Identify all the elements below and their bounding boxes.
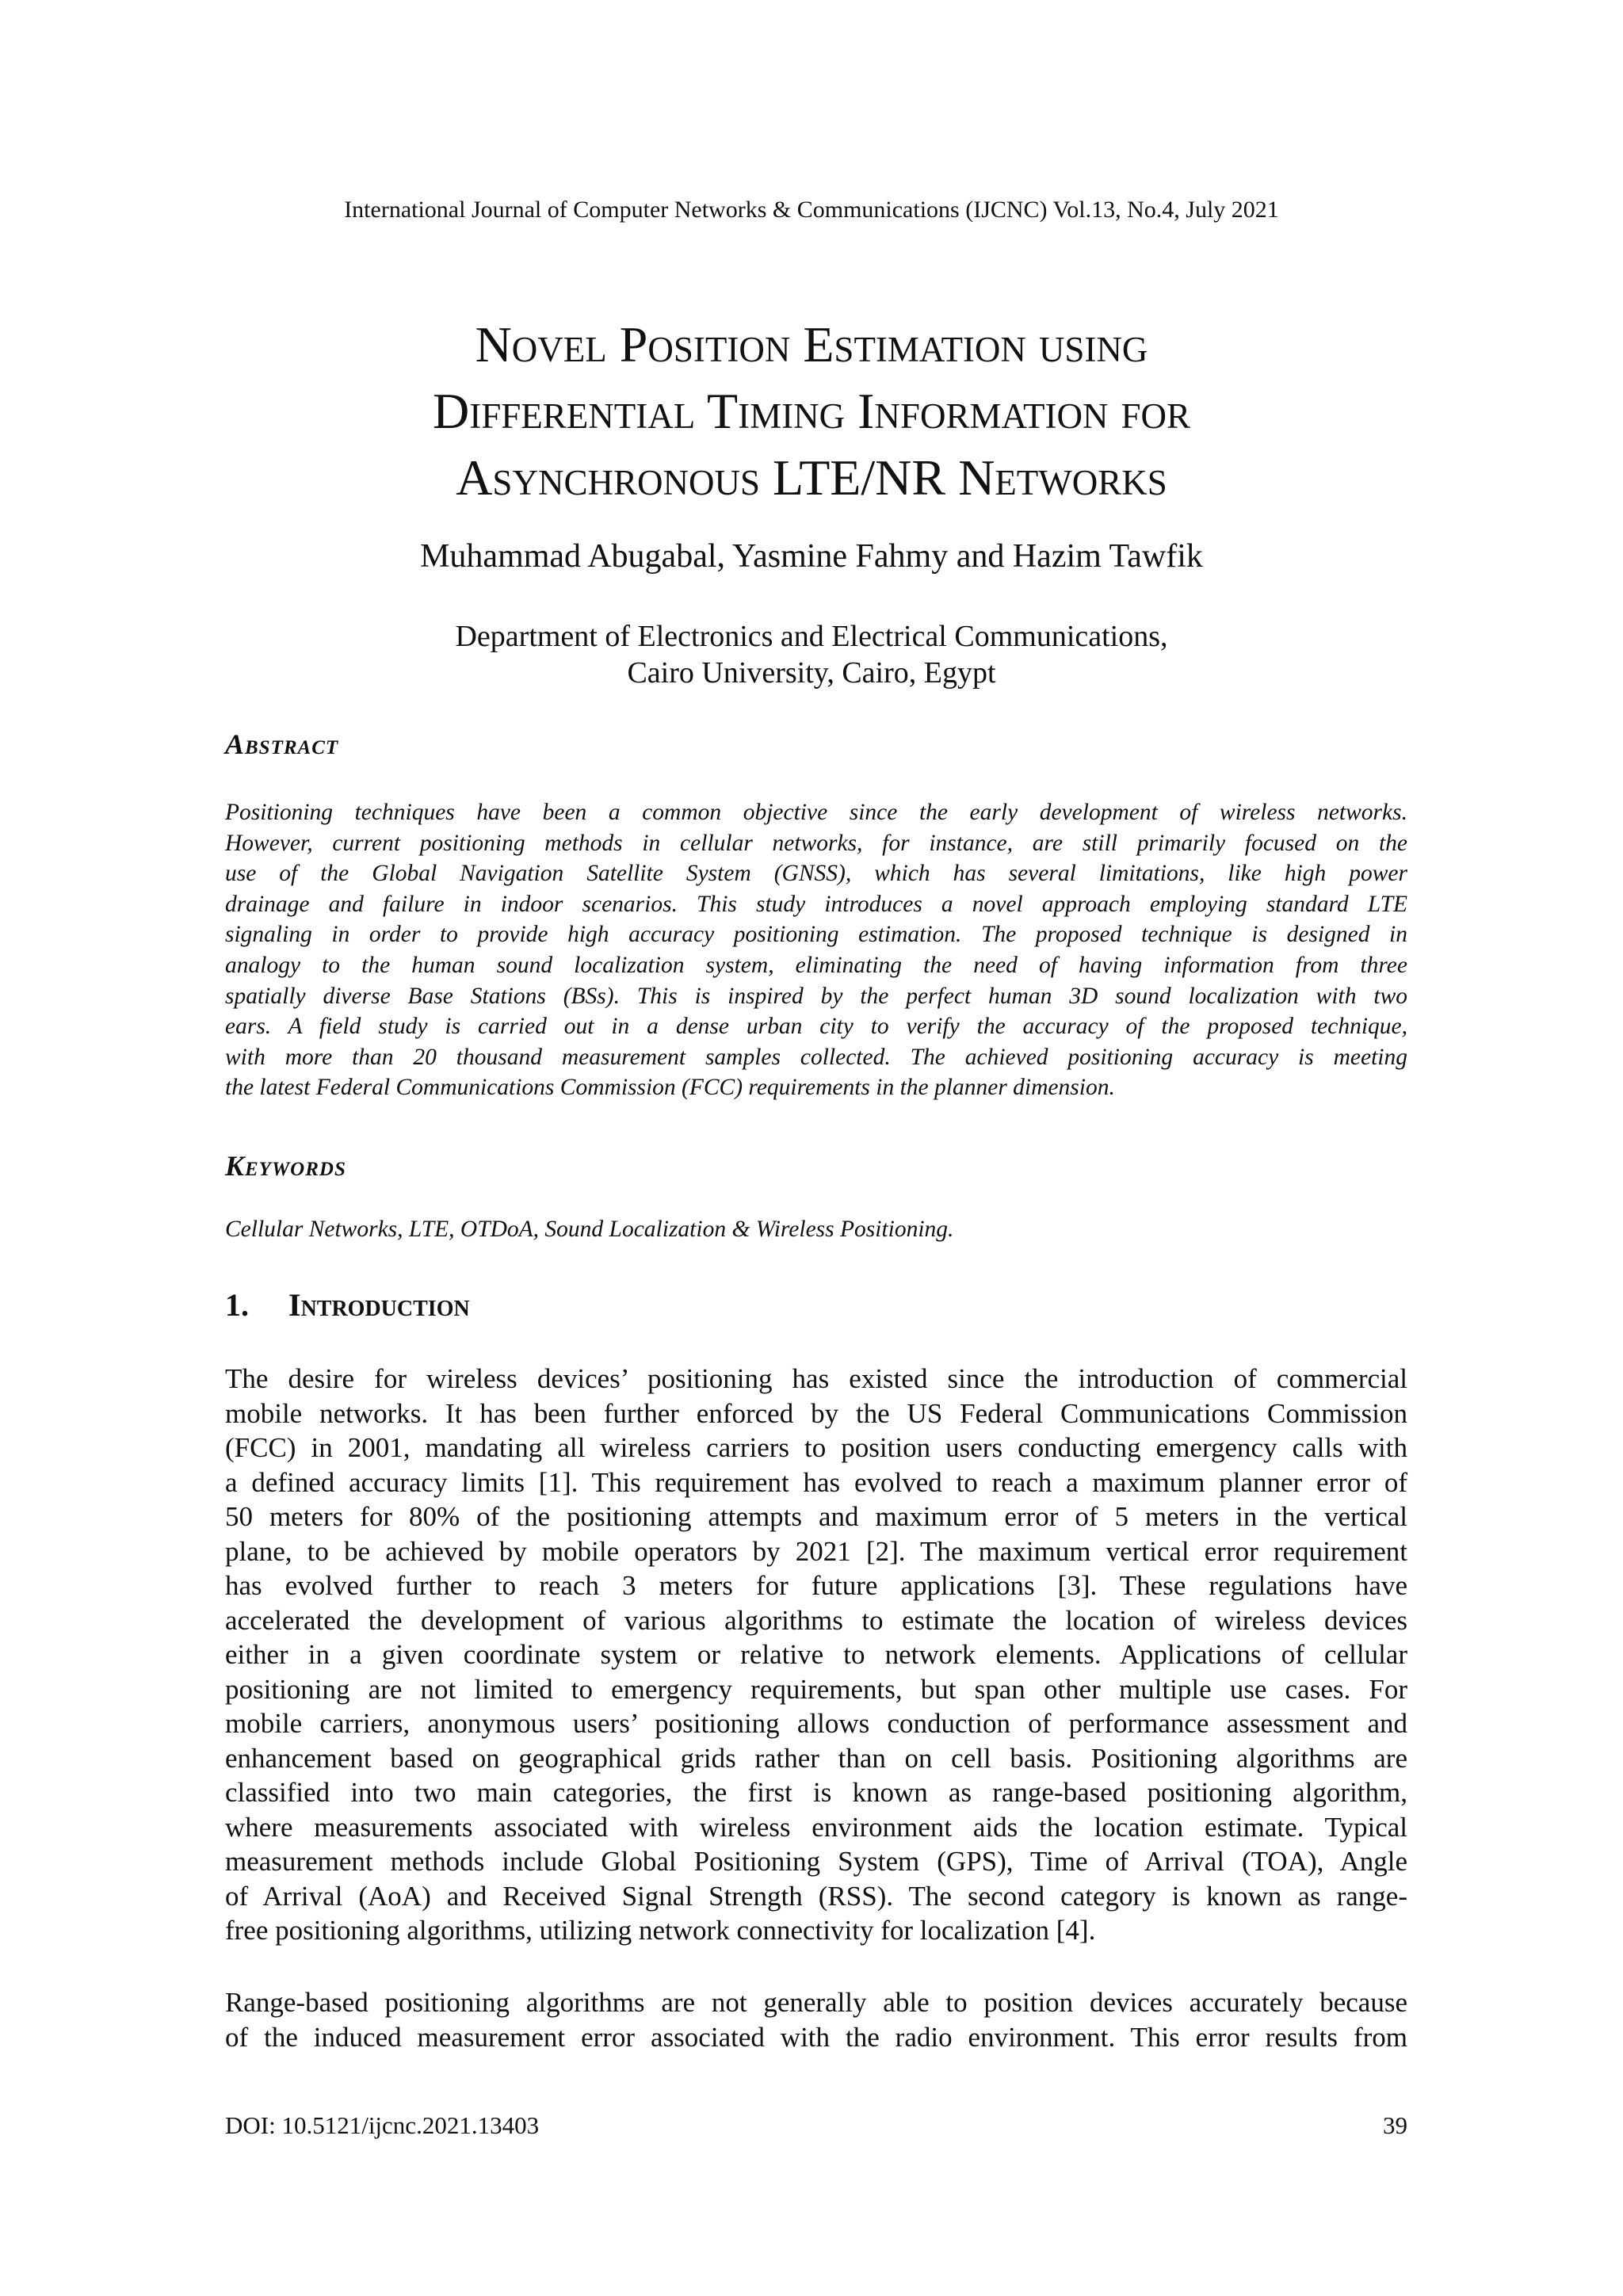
paper-title [225,311,1398,511]
abstract-line: the latest Federal Communications Commission (FCC) requirements in the planner dimension. [225,1075,1115,1101]
section-heading-introduction [225,1286,470,1324]
paragraph-line: (FCC) in 2001, mandating all wireless carriers to position users conducting emergency calls with [225,1432,1407,1463]
paragraph-line: of the induced measurement error associated with the radio environment. This error results from [225,2021,1407,2053]
paragraph-line: plane, to be achieved by mobile operators by 2021 [2]. The maximum vertical error requirement [225,1535,1407,1567]
abstract-line: ears. A field study is carried out in a dense urban city to verify the accuracy of the proposed technique, [225,1014,1407,1040]
abstract-body [225,797,1407,1103]
affiliation [0,618,1623,691]
page-number: 39 [1383,2111,1407,2139]
paragraph-line: free positioning algorithms, utilizing network connectivity for localization [4]. [225,1915,1096,1946]
paragraph-line: positioning are not limited to emergency requirements, but span other multiple use cases. For [225,1673,1407,1705]
paragraph-line: classified into two main categories, the first is known as range-based positioning algorithm, [225,1777,1407,1808]
abstract-heading: Abstract [225,728,339,760]
paragraph-line: has evolved further to reach 3 meters for future applications [3]. These regulations have [225,1570,1407,1601]
title-line-1: Novel Position Estimation using [475,316,1148,372]
doi: DOI: 10.5121/ijcnc.2021.13403 [225,2111,540,2139]
abstract-line: spatially diverse Base Stations (BSs). This is inspired by the perfect human 3D sound localization with two [225,983,1407,1009]
paragraph-line: mobile carriers, anonymous users’ positioning allows conduction of performance assessment and [225,1708,1407,1739]
paragraph-line: mobile networks. It has been further enforced by the US Federal Communications Commission [225,1397,1407,1429]
paragraph-line: enhancement based on geographical grids rather than on cell basis. Positioning algorithms are [225,1742,1407,1774]
affiliation-line-2: Cairo University, Cairo, Egypt [627,656,996,690]
intro-paragraph-2 [225,1985,1407,2054]
abstract-line: drainage and failure in indoor scenarios. This study introduces a novel approach employing standard LTE [225,891,1407,917]
journal-header: International Journal of Computer Networks & Communications (IJCNC) Vol.13, No.4, July 2021 [344,197,1279,223]
abstract-line: analogy to the human sound localization system, eliminating the need of having information from three [225,952,1407,978]
authors: Muhammad Abugabal, Yasmine Fahmy and Hazim Tawfik [420,538,1203,575]
abstract-line: Positioning techniques have been a common objective since the early development of wireless networks. [225,800,1407,825]
abstract-line: use of the Global Navigation Satellite System (GNSS), which has several limitations, like high power [225,861,1407,887]
title-line-3: Asynchronous LTE/NR Networks [456,449,1167,506]
keywords-list: Cellular Networks, LTE, OTDoA, Sound Localization & Wireless Positioning. [225,1217,954,1242]
abstract-line: with more than 20 thousand measurement samples collected. The achieved positioning accuracy is meeting [225,1044,1407,1070]
paragraph-line: either in a given coordinate system or relative to network elements. Applications of cellular [225,1639,1407,1670]
intro-paragraph-1 [225,1362,1407,1948]
section-title: Introduction [288,1287,470,1323]
section-number: 1. [225,1287,249,1323]
paragraph-line: measurement methods include Global Positioning System (GPS), Time of Arrival (TOA), Angle [225,1846,1407,1877]
paragraph-line: a defined accuracy limits [1]. This requirement has evolved to reach a maximum planner error of [225,1466,1407,1498]
paragraph-line: 50 meters for 80% of the positioning attempts and maximum error of 5 meters in the vertical [225,1501,1407,1532]
paragraph-line: of Arrival (AoA) and Received Signal Strength (RSS). The second category is known as range- [225,1880,1407,1912]
paragraph-line: accelerated the development of various algorithms to estimate the location of wireless devices [225,1604,1407,1636]
paragraph-line: where measurements associated with wireless environment aids the location estimate. Typical [225,1811,1407,1843]
abstract-line: However, current positioning methods in cellular networks, for instance, are still primarily focused on the [225,830,1407,856]
paragraph-line: The desire for wireless devices’ positioning has existed since the introduction of commercial [225,1363,1407,1394]
affiliation-line-1: Department of Electronics and Electrical Communications, [455,620,1168,653]
paragraph-line: Range-based positioning algorithms are not generally able to position devices accurately because [225,1987,1407,2018]
abstract-line: signaling in order to provide high accuracy positioning estimation. The proposed technique is designed in [225,922,1407,948]
title-line-2: Differential Timing Information for [433,383,1190,439]
keywords-heading: Keywords [225,1150,346,1182]
